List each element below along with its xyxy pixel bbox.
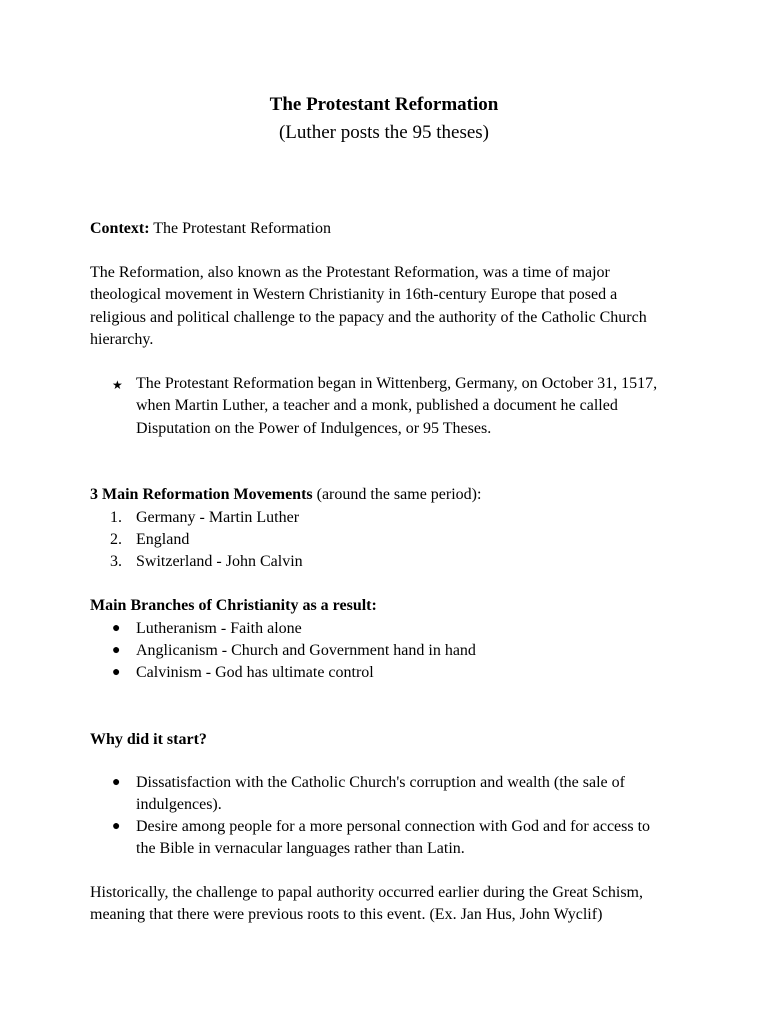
list-item-text: Lutheranism - Faith alone: [136, 620, 302, 637]
context-label: Context:: [90, 220, 150, 237]
closing-line: Historically, the challenge to papal authority occurred earlier during the Great Schism,: [90, 884, 643, 901]
bullet-icon: ●: [112, 665, 121, 680]
list-number: 1.: [110, 509, 122, 526]
document-title: The Protestant Reformation: [269, 94, 499, 115]
list-item: [90, 772, 680, 817]
intro-line: hierarchy.: [90, 331, 154, 349]
intro-paragraph: [90, 262, 680, 352]
list-item-text: Calvinism - God has ultimate control: [136, 664, 374, 681]
bullet-icon: ●: [112, 643, 121, 658]
list-item: [90, 529, 680, 551]
list-item-text: Germany - Martin Luther: [136, 509, 300, 526]
bullet-icon: ●: [112, 775, 121, 790]
list-item-text: Anglicanism - Church and Government hand in hand: [136, 642, 476, 659]
movements-heading: [90, 484, 680, 506]
list-item-line: Dissatisfaction with the Catholic Church's corruption and wealth (the sale of: [136, 774, 625, 791]
bullet-icon: ●: [112, 819, 121, 834]
closing-paragraph: [90, 882, 680, 927]
intro-line: The Reformation, also known as the Protestant Reformation, was a time of major: [90, 264, 610, 281]
list-item-line: indulgences).: [136, 796, 222, 814]
intro-line: religious and political challenge to the papacy and the authority of the Catholic Church: [90, 308, 647, 326]
list-item: [90, 507, 680, 529]
star-bullet-line: The Protestant Reformation began in Wittenberg, Germany, on October 31, 1517,: [136, 375, 658, 392]
context-line: [90, 218, 680, 240]
list-item: [90, 662, 680, 684]
star-bullet-line: Disputation on the Power of Indulgences, or 95 Theses.: [136, 419, 492, 437]
star-bullet-item: [90, 373, 680, 443]
list-item-line: Desire among people for a more personal connection with God and for access to: [136, 818, 651, 835]
movements-suffix: (around the same period):: [312, 486, 482, 503]
bullet-icon: ●: [112, 621, 121, 636]
closing-line: meaning that there were previous roots to this event. (Ex. Jan Hus, John Wyclif): [90, 906, 603, 924]
why-heading: Why did it start?: [90, 731, 207, 748]
star-bullet-icon: ★: [112, 378, 123, 392]
context-text: The Protestant Reformation: [149, 220, 331, 237]
list-item: [90, 816, 680, 861]
list-item-text: Switzerland - John Calvin: [136, 553, 303, 570]
list-item: [90, 618, 680, 640]
list-number: 2.: [110, 531, 122, 548]
intro-line: theological movement in Western Christianity in 16th-century Europe that posed a: [90, 286, 618, 304]
branches-heading: Main Branches of Christianity as a result:: [90, 597, 377, 614]
star-bullet-line: when Martin Luther, a teacher and a monk, published a document he called: [136, 397, 618, 415]
list-item: [90, 551, 680, 573]
list-item: [90, 640, 680, 662]
list-item-line: the Bible in vernacular languages rather than Latin.: [136, 840, 465, 858]
document-subtitle: (Luther posts the 95 theses): [278, 122, 489, 143]
list-item-text: England: [136, 531, 190, 548]
list-number: 3.: [110, 553, 122, 570]
movements-label: 3 Main Reformation Movements: [90, 486, 313, 503]
